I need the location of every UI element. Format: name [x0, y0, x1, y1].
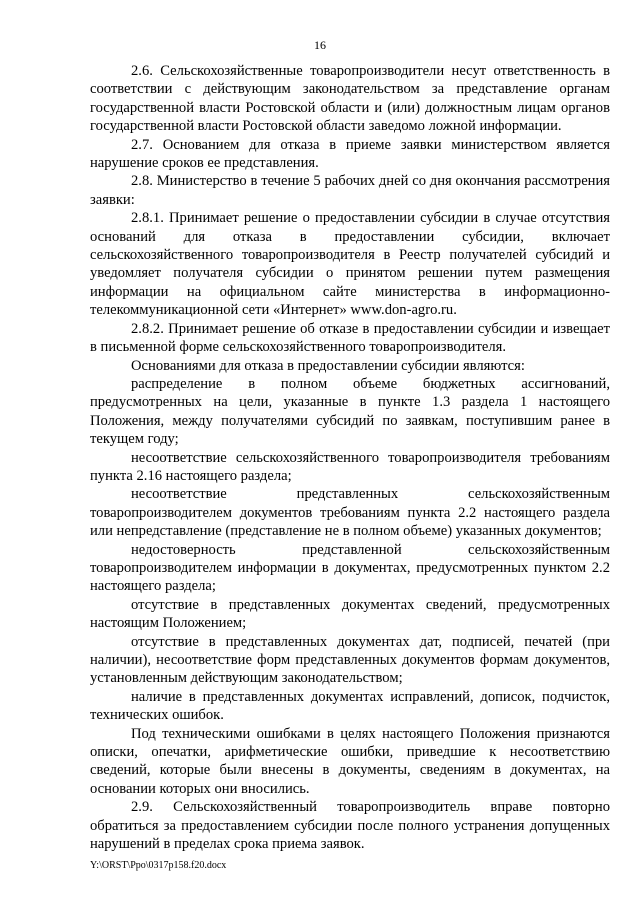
refusal-ground-item: распределение в полном объеме бюджетных ассигнований, предусмотренных на цели, указанные в пункте 1.3 раздела 1 настоящего Положения, между получателями субсидий по заявкам, поступившим ранее в текущем году; — [90, 375, 610, 448]
page-number: 16 — [314, 38, 326, 52]
document-body — [90, 62, 610, 853]
refusal-ground-item: несоответствие представленных сельскохозяйственным товаропроизводителем документов требованиям пункта 2.2 настоящего раздела или непредставление (представление не в полном объеме) указанных документов; — [90, 486, 610, 540]
paragraph-2-9: 2.9. Сельскохозяйственный товаропроизводитель вправе повторно обратиться за предоставлением субсидии после полного устранения допущенных нарушений в пределах срока приема заявок. — [90, 799, 610, 853]
refusal-ground-item: наличие в представленных документах исправлений, дописок, подчисток, технических ошибок. — [90, 688, 610, 724]
paragraph-2-8-1: 2.8.1. Принимает решение о предоставлении субсидии в случае отсутствия оснований для отказа в предоставлении субсидии, включает сельскохозяйственного товаропроизводителя в Реестр получателей субсидий и уведомляет получателя субсидии о принятом решении путем размещения информации на официальном сайте министерства в информационно-телекоммуникационной сети «Интернет» www.don-agro.ru. — [90, 210, 610, 319]
paragraph-2-8-2: 2.8.2. Принимает решение об отказе в предоставлении субсидии и извещает в письменной форме сельскохозяйственного товаропроизводителя. — [90, 320, 610, 356]
paragraph-2-8: 2.8. Министерство в течение 5 рабочих дней со дня окончания рассмотрения заявки: — [90, 173, 610, 208]
refusal-ground-item: отсутствие в представленных документах сведений, предусмотренных настоящим Положением; — [90, 596, 610, 632]
refusal-ground-item: недостоверность представленной сельскохозяйственным товаропроизводителем информации в документах, предусмотренных пунктом 2.2 настоящего раздела; — [90, 541, 610, 595]
refusal-ground-item: отсутствие в представленных документах дат, подписей, печатей (при наличии), несоответствие форм представленных документов формам документов, установленным действующим законодательством; — [90, 633, 610, 687]
paragraph-2-7: 2.7. Основанием для отказа в приеме заявки министерством является нарушение сроков ее представления. — [90, 136, 610, 172]
technical-errors-definition: Под техническими ошибками в целях настоящего Положения признаются описки, опечатки, арифметические ошибки, приведшие к несоответствию сведений, которые были внесены в документы, сведениям в документах, на основании которых они вносились. — [90, 725, 610, 797]
paragraph-2-6: 2.6. Сельскохозяйственные товаропроизводители несут ответственность в соответствии с действующим законодательством за представление органам государственной власти Ростовской области и (или) должностным лицам органов государственной власти Ростовской области заведомо ложной информации. — [90, 63, 610, 135]
refusal-grounds-heading: Основаниями для отказа в предоставлении субсидии являются: — [131, 357, 525, 374]
refusal-ground-item: несоответствие сельскохозяйственного товаропроизводителя требованиям пункта 2.16 настоящего раздела; — [90, 449, 610, 484]
file-path-footer: Y:\ORST\Ppo\0317p158.f20.docx — [90, 860, 227, 871]
